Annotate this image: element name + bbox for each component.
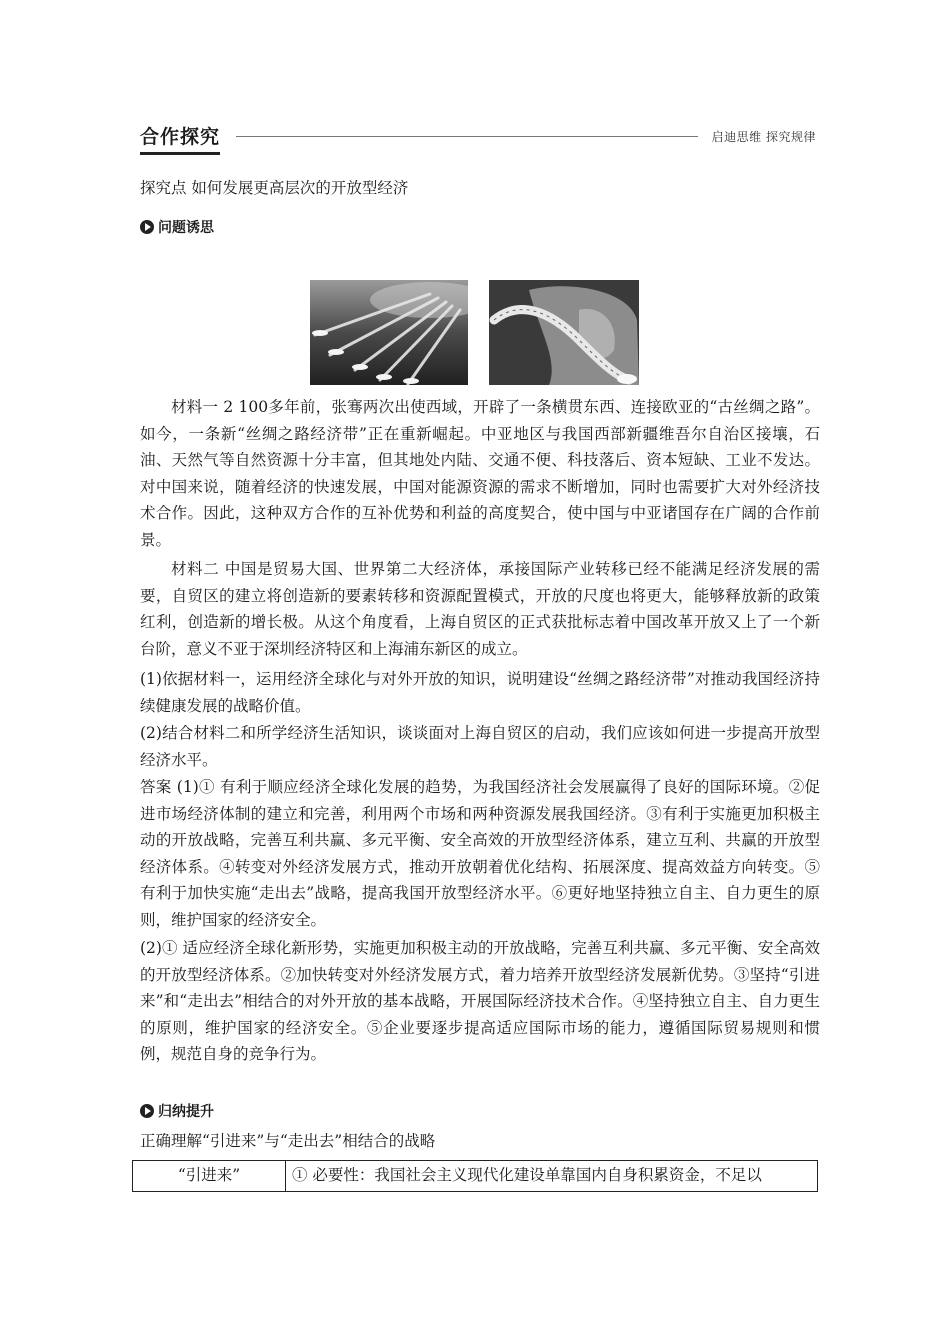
table-cell: ① 必要性：我国社会主义现代化建设单靠国内自身积累资金，不足以 [286,1161,818,1192]
summary-title: 正确理解“引进来”与“走出去”相结合的战略 [140,1132,436,1150]
subsection-question: 问题诱思 [140,217,214,237]
topic-line: 探究点 如何发展更高层次的开放型经济 [140,179,409,197]
play-circle-icon [140,1104,154,1118]
section-tagline: 启迪思维 探究规律 [711,130,816,144]
table-cell: “引进来” [133,1161,286,1192]
material-2: 材料二 中国是贸易大国、世界第二大经济体，承接国际产业转移已经不能满足经济发展的需要，自贸区的建立将创造新的要素转移和资源配置模式，开放的尺度也将更大，能够释放新的政策红利，创造新的增长极。从这个角度看，上海自贸区的正式获批标志着中国改革开放又上了一个新台阶，意义不亚于深圳经济特区和上海浦东新区的成立。 [140,560,820,658]
header-rule [236,136,698,137]
answer-2: (2)① 适应经济全球化新形势，实施更加积极主动的开放战略，完善互利共赢、多元平衡、安全高效的开放型经济体系。②加快转变对外经济发展方式，着力培养开放型经济发展新优势。③坚持“引进来”和“走出去”相结合的对外开放的基本战略，开展国际经济技术合作。④坚持独立自主、自力更生的原则，维护国家的经济安全。⑤企业要逐步提高适应国际市场的能力，遵循国际贸易规则和惯例，规范自身的竞争行为。 [140,939,820,1063]
train-map-photo [489,280,639,385]
question-2: (2)结合材料二和所学经济生活知识，谈谈面对上海自贸区的启动，我们应该如何进一步提高开放型经济水平。 [140,724,820,769]
play-circle-icon [140,220,154,234]
question-1: (1)依据材料一，运用经济全球化与对外开放的知识，说明建设“丝绸之路经济带”对推动我国经济持续健康发展的战略价值。 [140,670,820,715]
strategy-table [132,1160,818,1192]
section-title: 合作探究 [140,122,220,155]
table-row [133,1161,818,1192]
trains-photo [310,280,468,385]
material-1: 材料一 2 100多年前，张骞两次出使西域，开辟了一条横贯东西、连接欧亚的“古丝绸之路”。如今，一条新“丝绸之路经济带”正在重新崛起。中亚地区与我国西部新疆维吾尔自治区接壤，石油、天然气等自然资源十分丰富，但其地处内陆、交通不便、科技落后、资本短缺、工业不发达。对中国来说，随着经济的快速发展，中国对能源资源的需求不断增加，同时也需要扩大对外经济技术合作。因此，这种双方合作的互补优势和利益的高度契合，使中国与中亚诸国存在广阔的合作前景。 [140,398,820,549]
answer-1: 答案 (1)① 有利于顺应经济全球化发展的趋势，为我国经济社会发展赢得了良好的国际环境。②促进市场经济体制的建立和完善，利用两个市场和两种资源发展我国经济。③有利于实施更加积极主动的开放战略，完善互利共赢、多元平衡、安全高效的开放型经济体系，建立互利、共赢的开放型经济体系。④转变对外经济发展方式，推动开放朝着优化结构、拓展深度、提高效益方向转变。⑤有利于加快实施“走出去”战略，提高我国开放型经济水平。⑥更好地坚持独立自主、自力更生的原则，维护国家的经济安全。 [140,778,820,929]
subsection-summary: 归纳提升 [140,1101,214,1121]
section-header [140,122,816,152]
